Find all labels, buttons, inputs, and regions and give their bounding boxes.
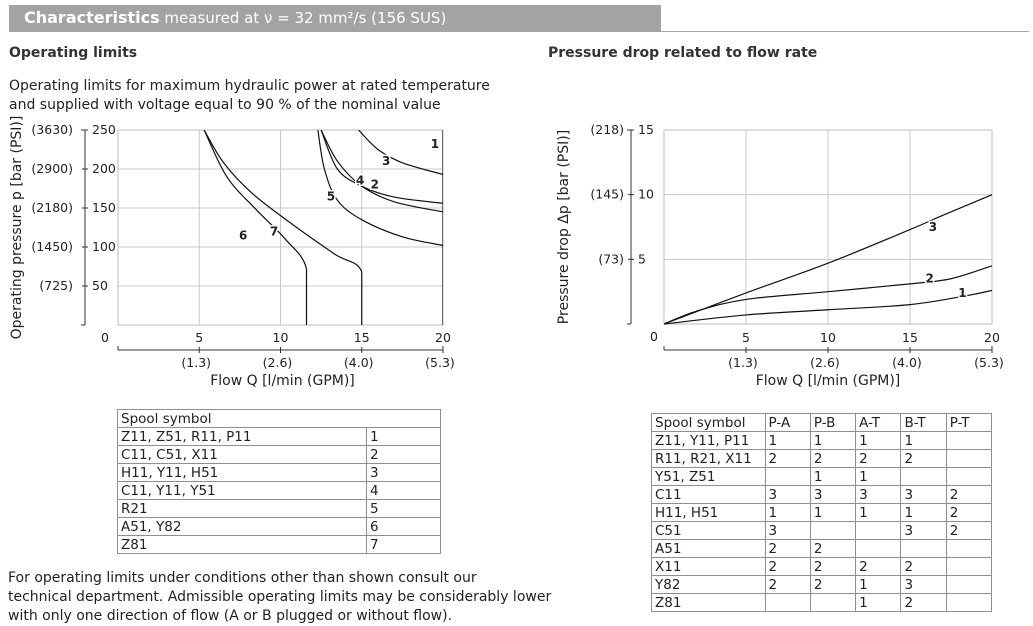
pressure-drop-heading: Pressure drop related to flow rate: [548, 45, 818, 61]
x-tick-secondary-label: (4.0): [892, 355, 922, 370]
curve-label: 3: [928, 220, 938, 234]
x-axis-label: Flow Q [l/min (GPM)]: [210, 373, 355, 389]
pressure-curve-cell: 2: [765, 540, 810, 558]
curve-label: 4: [355, 173, 365, 188]
table-row: [652, 504, 992, 522]
table-row: [652, 450, 992, 468]
y-tick-secondary-label: (73): [598, 251, 624, 267]
operating-limits-heading: Operating limits: [9, 45, 138, 61]
pressure-curve-cell: 2: [946, 486, 991, 504]
pressure-curve-cell: [856, 522, 901, 540]
series-line-7: [204, 130, 365, 325]
y-tick-secondary-label: (2900): [31, 161, 73, 176]
series-line-5: [318, 130, 443, 245]
curve-label: 1: [430, 137, 440, 152]
x-tick-secondary-label: (1.3): [181, 355, 212, 370]
pressure-curve-cell: 2: [810, 558, 855, 576]
y-tick-label: 250: [92, 122, 116, 137]
operating-limits-table: [117, 409, 441, 554]
pressure-curve-cell: 3: [810, 486, 855, 504]
spool-symbol-cell: Z11, Z51, R11, P11: [118, 428, 367, 446]
origin-label: 0: [101, 330, 109, 345]
curve-label: 3: [381, 154, 391, 169]
pressure-curve-cell: 2: [946, 522, 991, 540]
table-row: [652, 432, 992, 450]
table-header-cell: B-T: [901, 414, 946, 432]
origin-label: 0: [650, 329, 658, 344]
spool-symbol-cell: A51: [652, 540, 766, 558]
table-row: [652, 540, 992, 558]
pressure-curve-cell: 2: [946, 504, 991, 522]
table-header-cell: P-A: [765, 414, 810, 432]
table-header-cell: A-T: [856, 414, 901, 432]
pressure-drop-table: [651, 413, 992, 612]
pressure-curve-cell: [946, 540, 991, 558]
pressure-curve-cell: [810, 594, 855, 612]
pressure-drop-chart: [556, 122, 1004, 389]
pressure-curve-cell: 1: [810, 468, 855, 486]
curve-number-cell: 5: [367, 500, 441, 518]
spool-symbol-cell: Y51, Z51: [652, 468, 766, 486]
pressure-curve-cell: 1: [810, 504, 855, 522]
y-tick-secondary-label: (725): [39, 278, 73, 293]
pressure-curve-cell: 2: [901, 558, 946, 576]
pressure-curve-cell: 2: [810, 540, 855, 558]
curve-number-cell: 1: [367, 428, 441, 446]
curve-number-cell: 3: [367, 464, 441, 482]
x-tick-secondary-label: (5.3): [974, 355, 1004, 370]
pressure-curve-cell: 1: [856, 504, 901, 522]
pressure-curve-cell: 2: [856, 558, 901, 576]
spool-symbol-cell: C11, C51, X11: [118, 446, 367, 464]
table-row: [652, 576, 992, 594]
pressure-curve-cell: 3: [765, 486, 810, 504]
pressure-curve-cell: 2: [810, 450, 855, 468]
table-row: [652, 468, 992, 486]
pressure-curve-cell: [901, 540, 946, 558]
pressure-curve-cell: [856, 540, 901, 558]
x-tick-label: 5: [742, 330, 750, 345]
x-tick-label: 15: [353, 330, 370, 345]
table-row: [118, 428, 441, 446]
x-tick-secondary-label: (2.6): [810, 355, 840, 370]
pressure-curve-cell: [946, 468, 991, 486]
x-tick-secondary-label: (4.0): [343, 355, 374, 370]
pressure-curve-cell: [901, 468, 946, 486]
table-row: [118, 446, 441, 464]
y-tick-secondary-label: (1450): [31, 239, 73, 254]
section-subtitle: measured at ν = 32 mm²/s (156 SUS): [164, 9, 447, 27]
spool-symbol-cell: R21: [118, 500, 367, 518]
operating-limits-footnote: [8, 569, 551, 626]
y-axis-label: Operating pressure p [bar (PSI)]: [9, 115, 25, 340]
x-tick-label: 15: [902, 330, 918, 345]
footnote-line-1: For operating limits under conditions other than shown consult our: [8, 570, 477, 586]
pressure-curve-cell: 2: [765, 576, 810, 594]
x-axis-label: Flow Q [l/min (GPM)]: [755, 373, 901, 389]
curve-label: 6: [238, 228, 248, 243]
table-header-cell: P-T: [946, 414, 991, 432]
description-line-1: Operating limits for maximum hydraulic power at rated temperature: [9, 78, 490, 94]
table-header-row: [652, 414, 992, 432]
table-header-cell: Spool symbol: [118, 410, 441, 428]
spool-symbol-cell: X11: [652, 558, 766, 576]
pressure-curve-cell: 1: [856, 594, 901, 612]
table-row: [118, 500, 441, 518]
curve-label: 2: [925, 271, 934, 286]
table-row: [652, 522, 992, 540]
table-row: [652, 594, 992, 612]
spool-symbol-cell: Z11, Y11, P11: [652, 432, 766, 450]
spool-symbol-cell: C11, Y11, Y51: [118, 482, 367, 500]
y-tick-label: 200: [92, 161, 116, 176]
y-axis-label: Pressure drop Δp [bar (PSI)]: [556, 129, 572, 325]
table-row: [118, 518, 441, 536]
pressure-curve-cell: 1: [765, 504, 810, 522]
pressure-curve-cell: 2: [810, 576, 855, 594]
pressure-curve-cell: 2: [901, 594, 946, 612]
x-tick-secondary-label: (5.3): [425, 355, 455, 370]
y-tick-secondary-label: (145): [590, 186, 624, 202]
pressure-curve-cell: 3: [901, 522, 946, 540]
curve-number-cell: 6: [367, 518, 441, 536]
curve-label: 1: [958, 285, 967, 300]
pressure-curve-cell: [946, 558, 991, 576]
table-row: [652, 486, 992, 504]
pressure-curve-cell: [810, 522, 855, 540]
pressure-curve-cell: 2: [901, 450, 946, 468]
x-tick-secondary-label: (1.3): [728, 355, 758, 370]
pressure-curve-cell: 1: [765, 432, 810, 450]
spool-symbol-cell: R11, R21, X11: [652, 450, 766, 468]
y-tick-secondary-label: (218): [590, 122, 624, 137]
spool-symbol-cell: A51, Y82: [118, 518, 367, 536]
table-row: [652, 558, 992, 576]
x-tick-label: 10: [820, 330, 836, 345]
table-row: [118, 464, 441, 482]
description-line-2: and supplied with voltage equal to 90 % of the nominal value: [9, 97, 441, 113]
pressure-curve-cell: 1: [901, 504, 946, 522]
footnote-line-2: technical department. Admissible operating limits may be considerably lower: [8, 589, 552, 605]
x-tick-label: 20: [984, 330, 1000, 345]
pressure-curve-cell: 3: [901, 486, 946, 504]
y-tick-label: 10: [638, 186, 654, 202]
curve-number-cell: 7: [367, 536, 441, 554]
spool-symbol-cell: Y82: [652, 576, 766, 594]
table-header-row: [118, 410, 441, 428]
pressure-curve-cell: [946, 450, 991, 468]
spool-symbol-cell: Z81: [118, 536, 367, 554]
spool-symbol-cell: C51: [652, 522, 766, 540]
x-tick-label: 20: [435, 330, 451, 345]
series-line-6: [204, 130, 306, 325]
y-tick-label: 15: [638, 122, 654, 137]
spool-symbol-cell: Z81: [652, 594, 766, 612]
curve-number-cell: 4: [367, 482, 441, 500]
pressure-curve-cell: 2: [765, 450, 810, 468]
table-row: [118, 482, 441, 500]
y-tick-secondary-label: (3630): [31, 122, 73, 137]
pressure-curve-cell: 1: [810, 432, 855, 450]
pressure-curve-cell: 2: [765, 558, 810, 576]
pressure-curve-cell: 1: [856, 432, 901, 450]
y-tick-label: 150: [92, 200, 116, 215]
spool-symbol-cell: H11, H51: [652, 504, 766, 522]
footnote-line-3: with only one direction of flow (A or B plugged or without flow).: [8, 608, 453, 624]
table-header-cell: P-B: [810, 414, 855, 432]
pressure-curve-cell: 3: [856, 486, 901, 504]
pressure-curve-cell: 3: [901, 576, 946, 594]
table-row: [118, 536, 441, 554]
curve-label: 7: [269, 224, 279, 239]
x-tick-secondary-label: (2.6): [262, 355, 293, 370]
y-tick-label: 100: [92, 239, 116, 254]
curve-label: 5: [326, 189, 336, 204]
pressure-curve-cell: [946, 432, 991, 450]
x-tick-label: 10: [272, 330, 289, 345]
spool-symbol-cell: H11, Y11, H51: [118, 464, 367, 482]
y-tick-label: 50: [92, 278, 108, 293]
y-tick-label: 5: [638, 251, 646, 267]
pressure-curve-cell: 1: [856, 576, 901, 594]
pressure-curve-cell: 2: [856, 450, 901, 468]
pressure-curve-cell: 1: [901, 432, 946, 450]
pressure-curve-cell: [946, 594, 991, 612]
pressure-curve-cell: 1: [856, 468, 901, 486]
x-tick-label: 5: [195, 330, 204, 345]
pressure-curve-cell: [946, 576, 991, 594]
pressure-curve-cell: [765, 594, 810, 612]
curve-label: 2: [370, 177, 379, 192]
table-header-cell: Spool symbol: [652, 414, 766, 432]
section-title: Characteristics: [24, 8, 160, 27]
pressure-curve-cell: 3: [765, 522, 810, 540]
operating-limits-chart: [9, 116, 455, 389]
y-tick-secondary-label: (2180): [31, 200, 73, 215]
curve-number-cell: 2: [367, 446, 441, 464]
spool-symbol-cell: C11: [652, 486, 766, 504]
pressure-curve-cell: [765, 468, 810, 486]
